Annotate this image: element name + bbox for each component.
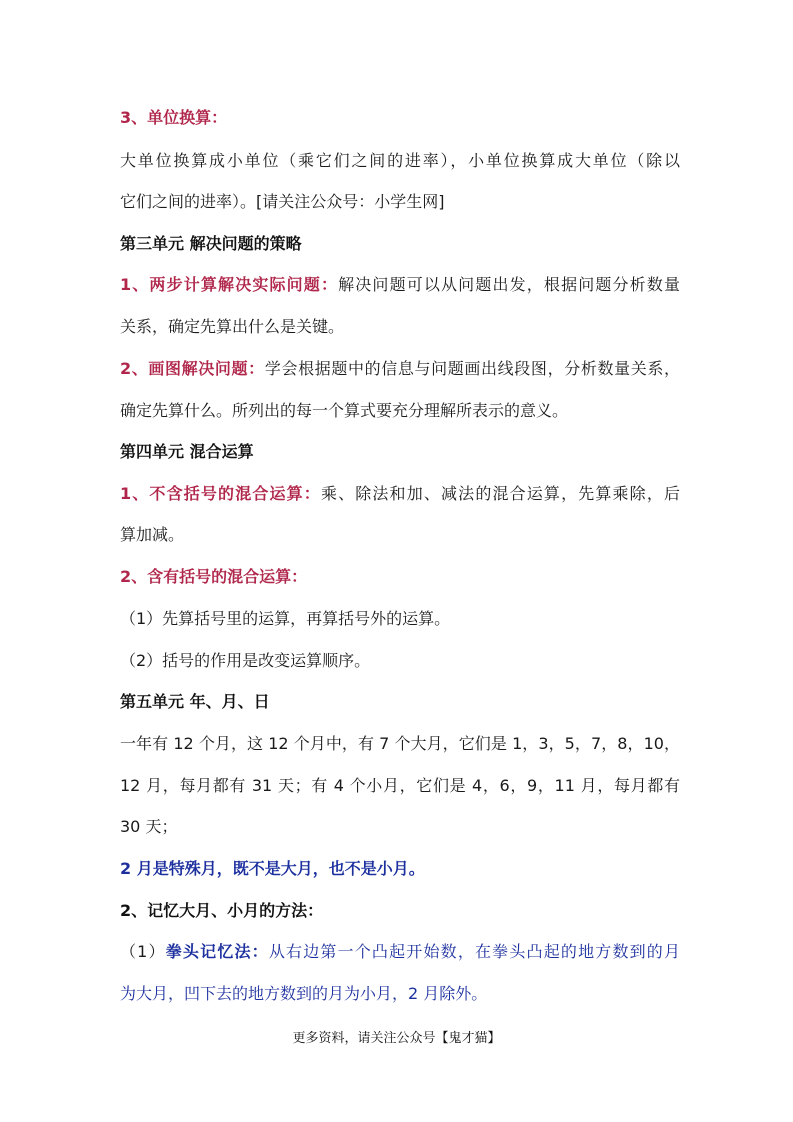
paragraph-line bbox=[120, 275, 680, 295]
point-text: 从右边第一个凸起开始数，在拳头凸起的地方数到的月 bbox=[268, 942, 680, 961]
section-title-unit-conversion: 3、单位换算： bbox=[120, 108, 228, 127]
paragraph-line bbox=[120, 484, 680, 504]
list-item: （2）括号的作用是改变运算顺序。 bbox=[120, 651, 371, 670]
point-text: 乘、除法和加、减法的混合运算，先算乘除，后 bbox=[320, 484, 680, 503]
point-label: 2、含有括号的混合运算： bbox=[120, 567, 308, 586]
paragraph-line: 为大月，凹下去的地方数到的月为小月，2 月除外。 bbox=[120, 984, 488, 1003]
list-item: （1）先算括号里的运算，再算括号外的运算。 bbox=[120, 609, 451, 628]
paragraph-line: 关系，确定先算出什么是关键。 bbox=[120, 317, 345, 336]
point-label: 1、不含括号的混合运算： bbox=[120, 484, 321, 503]
paragraph-line: 算加减。 bbox=[120, 525, 185, 544]
unit4-heading: 第四单元 混合运算 bbox=[120, 442, 254, 461]
paragraph-line: 确定先算什么。所列出的每一个算式要充分理解所表示的意义。 bbox=[120, 401, 569, 420]
point-text: 解决问题可以从问题出发，根据问题分析数量 bbox=[338, 275, 680, 294]
point-label: 2、画图解决问题： bbox=[120, 359, 265, 378]
paragraph-line: 12 月，每月都有 31 天；有 4 个小月，它们是 4，6，9，11 月，每月都有 bbox=[120, 776, 680, 795]
paragraph-line bbox=[120, 942, 680, 962]
point-text: 学会根据题中的信息与问题画出线段图，分析数量关系， bbox=[264, 359, 680, 378]
unit3-heading: 第三单元 解决问题的策略 bbox=[120, 234, 302, 253]
point-label: 2、记忆大月、小月的方法： bbox=[120, 901, 324, 920]
paragraph-line: 大单位换算成小单位（乘它们之间的进率），小单位换算成大单位（除以 bbox=[120, 151, 680, 170]
paragraph-line: 30 天； bbox=[120, 817, 178, 836]
special-month-note: 2 月是特殊月，既不是大月，也不是小月。 bbox=[120, 859, 425, 878]
paragraph-line: 一年有 12 个月，这 12 个月中，有 7 个大月，它们是 1，3，5，7，8，10， bbox=[120, 734, 680, 753]
point-label: 拳头记忆法： bbox=[165, 942, 269, 961]
paragraph-line: 它们之间的进率）。[请关注公众号：小学生网] bbox=[120, 192, 445, 211]
paragraph-line bbox=[120, 359, 680, 379]
point-label: 1、两步计算解决实际问题： bbox=[120, 275, 339, 294]
page-footer: 更多资料，请关注公众号【鬼才猫】 bbox=[292, 1031, 501, 1046]
unit5-heading: 第五单元 年、月、日 bbox=[120, 692, 270, 711]
list-marker: （1） bbox=[120, 942, 166, 961]
